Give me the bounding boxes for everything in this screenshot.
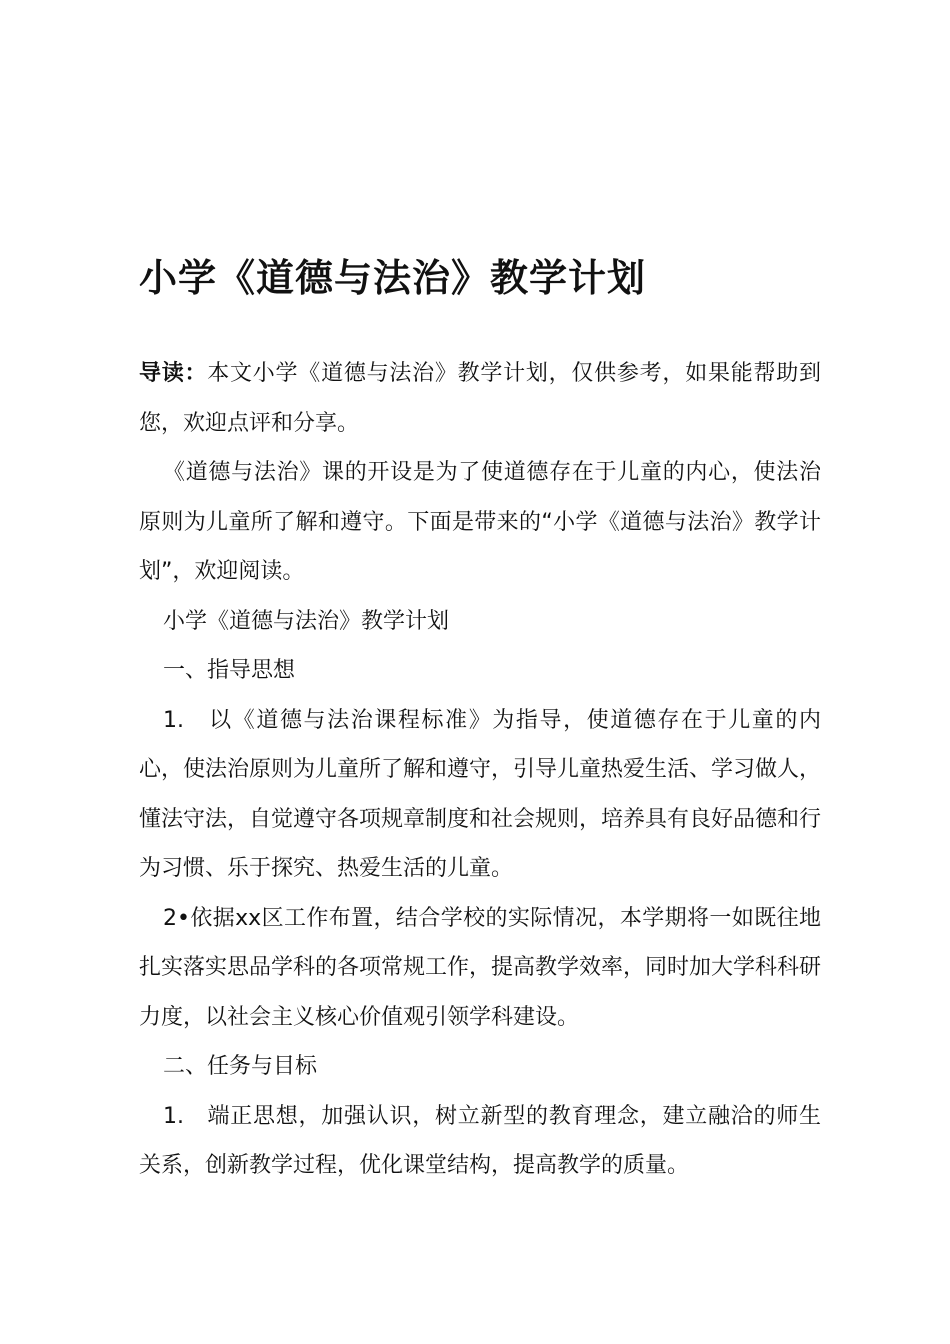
tasks-item-1: 1. 端正思想，加强认识，树立新型的教育理念，建立融洽的师生关系，创新教学过程，优化课堂结构，提高教学的质量。 xyxy=(139,1103,821,1178)
section-heading-tasks-goals: 二、任务与目标 xyxy=(163,1054,318,1079)
section-heading-guiding-thought: 一、指导思想 xyxy=(163,658,296,683)
lead-label: 导读： xyxy=(139,361,208,386)
guiding-item-2: 2•依据xx区工作布置，结合学校的实际情况，本学期将一如既往地扎实落实思品学科的各项常规工作，提高教学效率，同时加大学科科研力度，以社会主义核心价值观引领学科建设。 xyxy=(139,905,822,1030)
lead-paragraph xyxy=(139,349,821,448)
document-body xyxy=(139,349,821,1191)
intro-paragraph: 《道德与法治》课的开设是为了使道德存在于儿童的内心，使法治原则为儿童所了解和遵守。下面是带来的“小学《道德与法治》教学计划”，欢迎阅读。 xyxy=(139,460,821,584)
guiding-item-1: 1. 以《道德与法治课程标准》为指导，使道德存在于儿童的内心，使法治原则为儿童所了解和遵守，引导儿童热爱生活、学习做人，懂法守法，自觉遵守各项规章制度和社会规则，培养具有良好品德和行为习惯、乐于探究、热爱生活的儿童。 xyxy=(139,707,822,881)
document-title: 小学《道德与法治》教学计划 xyxy=(139,256,647,301)
subtitle-paragraph: 小学《道德与法治》教学计划 xyxy=(163,608,450,634)
lead-text: 本文小学《道德与法治》教学计划，仅供参考，如果能帮助到您，欢迎点评和分享。 xyxy=(139,361,821,436)
